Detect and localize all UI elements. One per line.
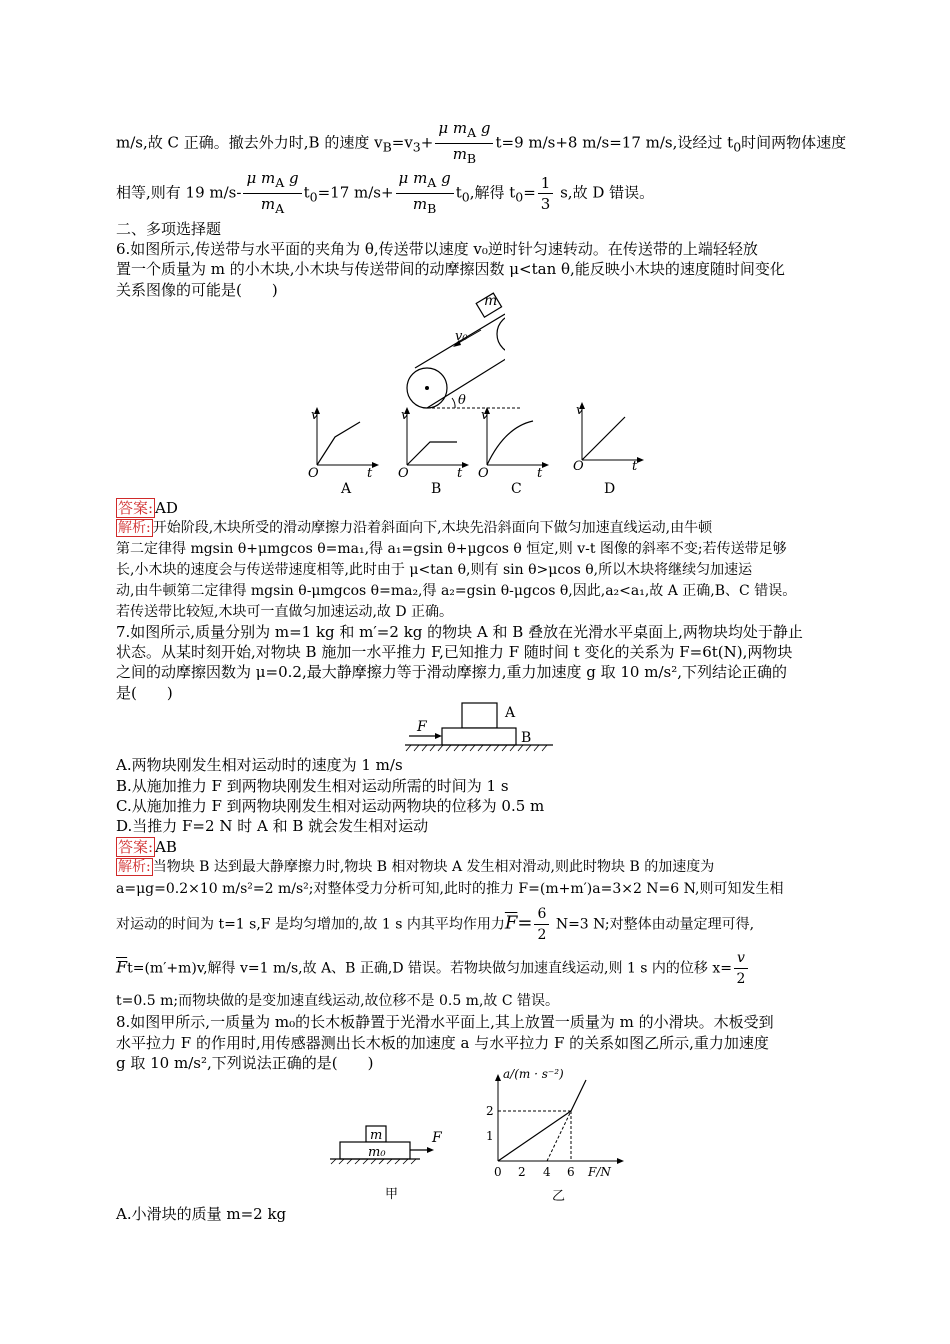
q8-ytick-1: 1 xyxy=(486,1129,494,1143)
q6-analysis-line-4: 动,由牛顿第二定律得 mgsin θ-μmgcos θ=ma₂,得 a₂=gsin θ-μgcos θ,因此,a₂<a₁,故 A 正确,B、C 错误。 xyxy=(116,583,797,599)
q8-board-figure xyxy=(330,1120,455,1205)
q7-option-A: A.两物块刚发生相对运动时的速度为 1 m/s xyxy=(116,756,403,774)
q7-analysis-line-4: $\overline{F}t=(m'+m)v$,解得 v=1 m/s,故 A、B 正确,D 错误。若物块做匀加速直线运动,则 1 s 内的位移 x= $\frac{v}{2}$ xyxy=(116,948,750,989)
fraction-mu-ma-g-over-mb-2: $\frac{\mu m_A g}{m_B}$ xyxy=(396,168,454,219)
q8-y-axis-label: a/(m · s⁻²) xyxy=(503,1068,564,1081)
q6-analysis-line-2: 第二定律得 mgsin θ+μmgcos θ=ma₁,得 a₁=gsin θ+μgcos θ 恒定,则 v-t 图像的斜率不变;若传送带足够 xyxy=(116,541,787,557)
q7-line-1: 7.如图所示,质量分别为 m=1 kg 和 m′=2 kg 的物块 A 和 B 叠放在光滑水平桌面上,两物块均处于静止 xyxy=(116,623,803,641)
q7-analysis-line-5: t=0.5 m;而物块做的是变加速直线运动,故位移不是 0.5 m,故 C 错误。 xyxy=(116,993,560,1009)
analysis-tag: 解析: xyxy=(118,520,151,536)
q7-line-4: 是( ) xyxy=(116,684,173,702)
q6-label-B: B xyxy=(431,481,442,495)
f-bar: $\overline{F}$ xyxy=(504,912,518,934)
q8-fig-F: F xyxy=(432,1130,442,1146)
f-bar-2: $\overline{F}$ xyxy=(116,957,128,977)
analysis-tag: 解析: xyxy=(118,859,151,875)
q6-label-C: C xyxy=(511,481,522,495)
q7-option-C: C.从施加推力 F 到两物块刚发生相对运动两物块的位移为 0.5 m xyxy=(116,797,545,815)
svg-text:O: O xyxy=(308,466,319,481)
q6-analysis-line-5: 若传送带比较短,木块可一直做匀加速运动,故 D 正确。 xyxy=(116,604,454,620)
fraction-mu-ma-g-over-ma: $\frac{\mu m_A g}{m_A}$ xyxy=(243,168,301,219)
q6-label-D: D xyxy=(604,481,616,495)
prev-line-1: m/s,故 C 正确。撤去外力时,B 的速度 $v_B=v_3+$ $\frac{\mu m_A g}{m_B}$ t=9 m/s+8 m/s=17 m/s,设经过 $t_0$时间两物体速度 xyxy=(116,118,846,169)
q7-analysis-line-3: 对运动的时间为 t=1 s,F 是均匀增加的,故 1 s 内其平均作用力$\overline{F}=$ $\frac{6}{2}$ N=3 N;对整体由动量定理可得, xyxy=(116,906,755,943)
q7-fig-B: B xyxy=(521,730,532,746)
q8-xtick-6: 6 xyxy=(567,1165,575,1179)
q8-line-2: 水平拉力 F 的作用时,用传感器测出长木板的加速度 a 与水平拉力 F 的关系如图乙所示,重力加速度 xyxy=(116,1034,769,1052)
q6-answer: AD xyxy=(155,499,178,517)
q6-label-A: A xyxy=(341,481,352,495)
q8-xtick-0: 0 xyxy=(494,1165,502,1179)
svg-text:t: t xyxy=(457,466,463,481)
q7-line-2: 状态。从某时刻开始,对物块 B 施加一水平推力 F,已知推力 F 随时间 t 变化的关系为 F=6t(N),两物块 xyxy=(116,643,793,661)
q8-x-axis-label: F/N xyxy=(588,1165,611,1179)
q8-xtick-4: 4 xyxy=(543,1165,551,1179)
q8-ytick-2: 2 xyxy=(486,1104,494,1118)
q7-answer-line xyxy=(116,838,177,857)
svg-text:t: t xyxy=(537,466,543,481)
q6-graph-B xyxy=(395,405,475,495)
q6-line-3: 关系图像的可能是( ) xyxy=(116,281,278,299)
q8-line-1: 8.如图甲所示,一质量为 m₀的长木板静置于光滑水平面上,其上放置一质量为 m 的小滑块。木板受到 xyxy=(116,1013,774,1031)
q6-analysis-line-3: 长,小木块的速度会与传送带速度相等,此时由于 μ<tan θ,则有 sin θ>μcos θ,所以木块将继续匀加速运 xyxy=(116,562,753,578)
q7-analysis-line-1: 解析: 当物块 B 达到最大静摩擦力时,物块 B 相对物块 A 发生相对滑动,则此时物块 B 的加速度为 xyxy=(118,859,715,875)
q7-blocks-figure xyxy=(405,700,555,755)
svg-text:v: v xyxy=(481,408,489,423)
q6-fig-v0: v₀ xyxy=(455,329,468,344)
q8-a-F-graph xyxy=(480,1068,630,1208)
section-heading: 二、多项选择题 xyxy=(116,220,222,238)
fraction-v-over-2: $\frac{v}{2}$ xyxy=(734,948,748,989)
q6-fig-m: m xyxy=(484,293,498,309)
q7-option-D: D.当推力 F=2 N 时 A 和 B 就会发生相对运动 xyxy=(116,817,429,835)
svg-text:t: t xyxy=(367,466,373,481)
q7-analysis-line-2: a=μg=0.2×10 m/s²=2 m/s²;对整体受力分析可知,此时的推力 F=(m+m′)a=3×2 N=6 N,则可知发生相 xyxy=(116,881,784,897)
svg-text:v: v xyxy=(576,403,584,418)
q8-line-3: g 取 10 m/s²,下列说法正确的是( ) xyxy=(116,1054,374,1072)
svg-text:v: v xyxy=(311,408,319,423)
q6-graph-A xyxy=(305,405,385,495)
q7-fig-A: A xyxy=(505,705,516,721)
q8-option-A: A.小滑块的质量 m=2 kg xyxy=(116,1205,287,1223)
q6-answer-line xyxy=(116,499,178,518)
svg-text:t: t xyxy=(632,459,638,474)
q7-fig-F: F xyxy=(417,719,427,735)
q7-option-B: B.从施加推力 F 到两物块刚发生相对运动所需的时间为 1 s xyxy=(116,777,509,795)
q7-answer: AB xyxy=(155,838,177,856)
svg-text:O: O xyxy=(573,459,584,474)
q8-fig-jia: 甲 xyxy=(385,1187,399,1202)
q6-graph-D xyxy=(570,400,650,495)
fraction-one-third: $\frac{1}{3}$ xyxy=(538,173,554,214)
q8-xtick-2: 2 xyxy=(518,1165,526,1179)
q8-fig-m: m xyxy=(370,1128,383,1143)
q6-fig-theta: θ xyxy=(458,393,466,408)
svg-text:O: O xyxy=(478,466,489,481)
svg-text:v: v xyxy=(401,408,409,423)
q8-segment-1 xyxy=(498,1111,571,1161)
svg-text:O: O xyxy=(398,466,409,481)
fraction-mu-ma-g-over-mb: $\frac{\mu m_A g}{m_B}$ xyxy=(435,118,493,169)
q8-fig-yi: 乙 xyxy=(552,1189,566,1204)
q7-line-3: 之间的动摩擦因数为 μ=0.2,最大静摩擦力等于滑动摩擦力,重力加速度 g 取 10 m/s²,下列结论正确的 xyxy=(116,663,787,681)
q8-fig-m0: m₀ xyxy=(368,1145,386,1160)
q6-line-1: 6.如图所示,传送带与水平面的夹角为 θ,传送带以速度 v₀逆时针匀速转动。在传送带的上端轻轻放 xyxy=(116,240,758,258)
q8-segment-2 xyxy=(571,1080,586,1111)
answer-tag: 答案: xyxy=(118,838,154,856)
answer-tag: 答案: xyxy=(118,499,154,517)
prev-line-2: 相等,则有 19 m/s- $\frac{\mu m_A g}{m_A}$ $t_0=17$ m/s+ $\frac{\mu m_A g}{m_B}$ $t_0$,解得 $t_0=$ $\frac{1}{3}$ s,故 D 错误。 xyxy=(116,168,654,219)
q6-analysis-line-1: 解析: 开始阶段,木块所受的滑动摩擦力沿着斜面向下,木块先沿斜面向下做匀加速直线运动,由牛顿 xyxy=(118,520,713,536)
q6-line-2: 置一个质量为 m 的小木块,小木块与传送带间的动摩擦因数 μ<tan θ,能反映小木块的速度随时间变化 xyxy=(116,260,785,278)
q6-graph-C xyxy=(475,405,555,495)
fraction-six-halves: $\frac{6}{2}$ xyxy=(534,904,549,945)
